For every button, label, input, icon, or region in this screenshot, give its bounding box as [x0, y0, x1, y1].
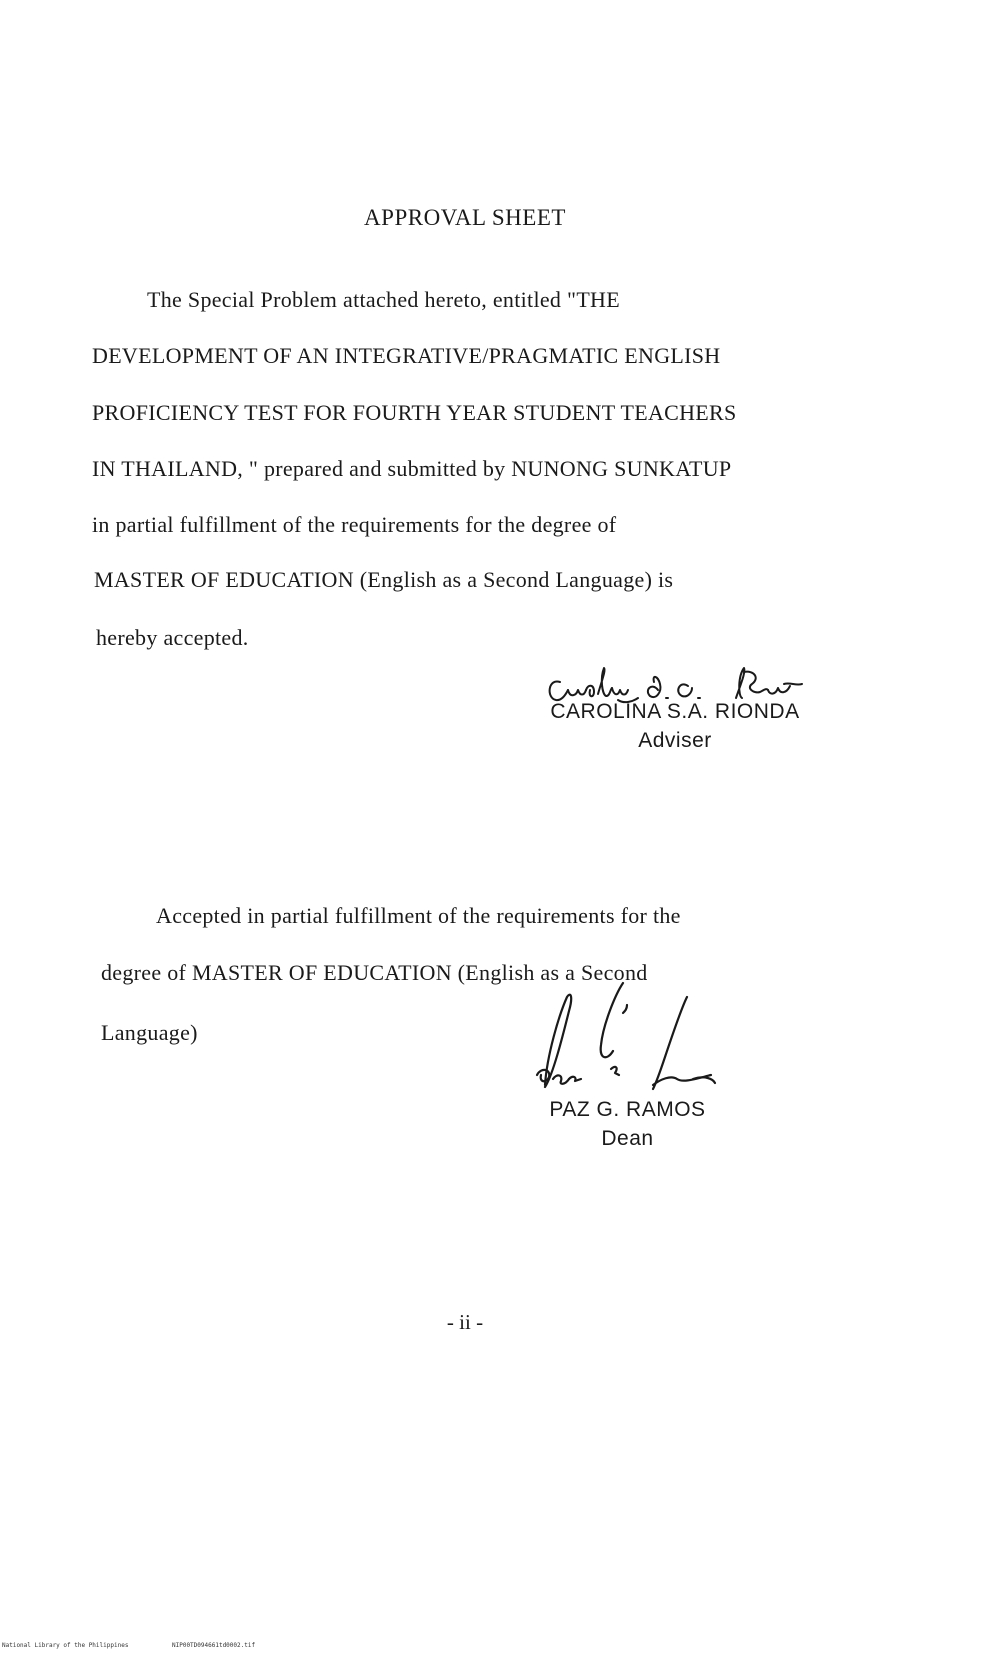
- paragraph-1-line-7: hereby accepted.: [96, 625, 249, 650]
- page-number: - ii -: [446, 1310, 484, 1334]
- paragraph-1-line-1: The Special Problem attached hereto, entitled "THE: [147, 287, 620, 312]
- paragraph-1-line-4: IN THAILAND, " prepared and submitted by NUNONG SUNKATUP: [92, 456, 732, 481]
- dean-role: Dean: [601, 1127, 654, 1150]
- page-title: APPROVAL SHEET: [364, 205, 566, 230]
- footer-file-name: NIP00TD094661td0002.tif: [172, 1642, 256, 1649]
- dean-signature-block: [520, 1095, 735, 1153]
- dean-name: PAZ G. RAMOS: [549, 1098, 706, 1121]
- paragraph-1-line-6: MASTER OF EDUCATION (English as a Second Language) is: [94, 567, 674, 592]
- paragraph-1-line-3: PROFICIENCY TEST FOR FOURTH YEAR STUDENT TEACHERS: [92, 400, 737, 425]
- footer-library-name: National Library of the Philippines: [2, 1642, 129, 1649]
- paragraph-1-line-2: DEVELOPMENT OF AN INTEGRATIVE/PRAGMATIC ENGLISH: [92, 343, 721, 368]
- paragraph-2-line-1: Accepted in partial fulfillment of the requirements for the: [156, 903, 681, 928]
- paragraph-2-line-2: degree of MASTER OF EDUCATION (English as a Second: [101, 960, 648, 985]
- adviser-signature-block: [510, 697, 840, 755]
- paragraph-1-line-5: in partial fulfillment of the requirements for the degree of: [92, 512, 617, 537]
- paragraph-2-line-3: Language): [101, 1020, 198, 1045]
- adviser-name: CAROLINA S.A. RIONDA: [550, 700, 800, 723]
- dean-signature: [515, 975, 735, 1095]
- adviser-role: Adviser: [638, 729, 712, 752]
